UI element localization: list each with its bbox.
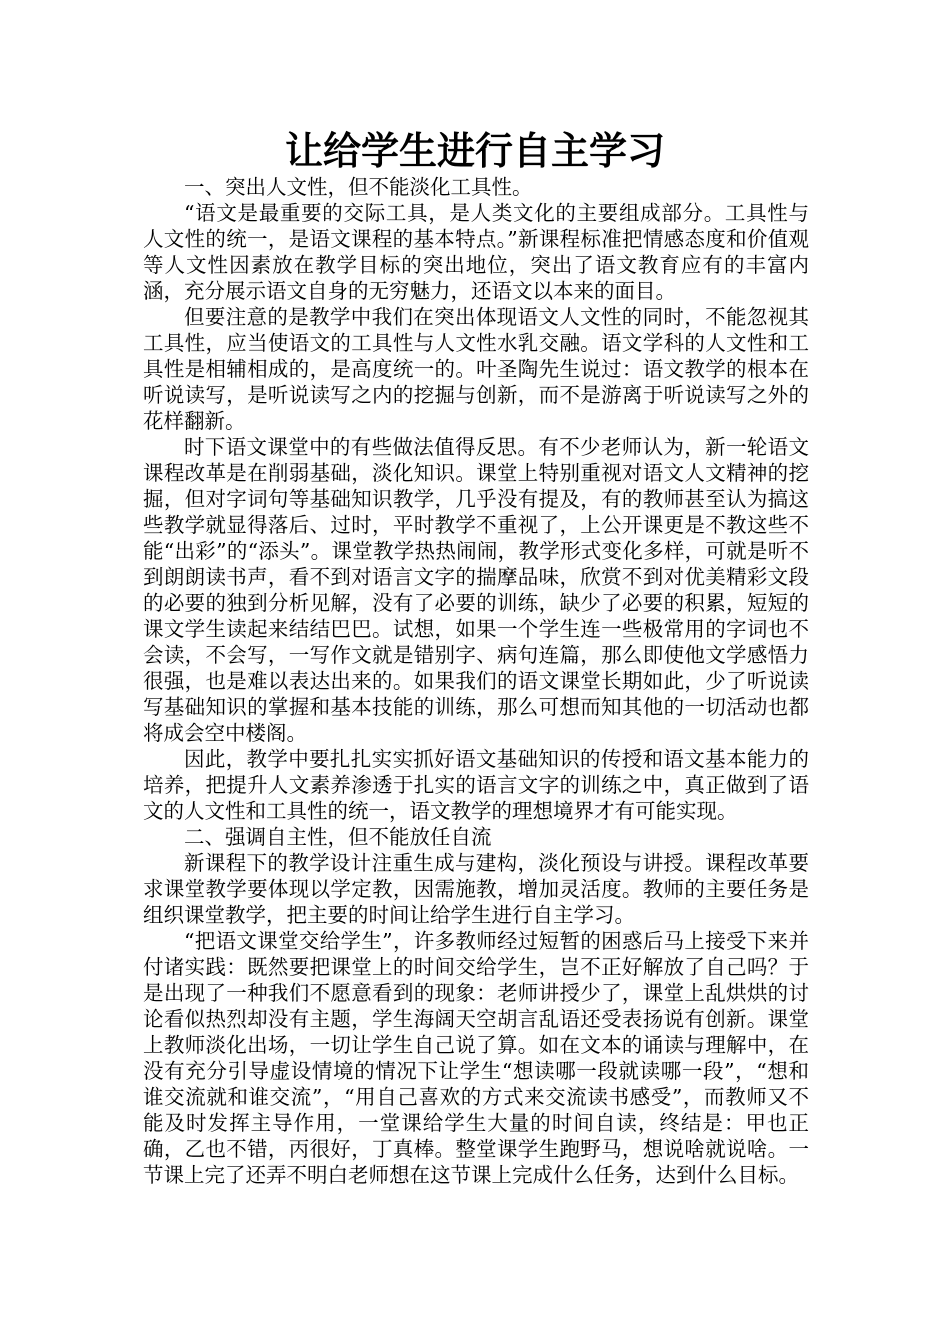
paragraph: 时下语文课堂中的有些做法值得反思。有不少老师认为，新一轮语文课程改革是在削弱基础，淡化知识。课堂上特别重视对语文人文精神的挖掘，但对字词句等基础知识教学，几乎没有提及，有的教师甚至认为搞这些教学就显得落后、过时，平时教学不重视了，上公开课更是不教这些不能“出彩”的“添头”。课堂教学热热闹闹，教学形式变化多样，可就是听不到朗朗读书声，看不到对语言文字的揣摩品味，欣赏不到对优美精彩文段的必要的独到分析见解，没有了必要的训练，缺少了必要的积累，短短的课文学生读起来结结巴巴。试想，如果一个学生连一些极常用的字词也不会读，不会写，一写作文就是错别字、病句连篇，那么即使他文学感悟力很强，也是难以表达出来的。如果我们的语文课堂长期如此，少了听说读写基础知识的掌握和基本技能的训练，那么可想而知其他的一切活动也都将成会空中楼阁。 bbox=[143, 435, 809, 745]
paragraph: “把语文课堂交给学生”，许多教师经过短暂的困惑后马上接受下来并付诸实践：既然要把课堂上的时间交给学生，岂不正好解放了自己吗？于是出现了一种我们不愿意看到的现象：老师讲授少了，课堂上乱烘烘的讨论看似热烈却没有主题，学生海阔天空胡言乱语还受表扬说有创新。课堂上教师淡化出场，一切让学生自己说了算。如在文本的诵读与理解中，在没有充分引导虚设情境的情况下让学生“想读哪一段就读哪一段”，“想和谁交流就和谁交流”，“用自己喜欢的方式来交流读书感受”，而教师又不能及时发挥主导作用，一堂课给学生大量的时间自读，终结是：甲也正确，乙也不错，丙很好，丁真棒。整堂课学生跑野马，想说啥就说啥。一节课上完了还弄不明白老师想在这节课上完成什么任务，达到什么目标。 bbox=[143, 929, 809, 1187]
paragraph: 新课程下的教学设计注重生成与建构，淡化预设与讲授。课程改革要求课堂教学要体现以学定教，因需施教，增加灵活度。教师的主要任务是组织课堂教学，把主要的时间让给学生进行自主学习。 bbox=[143, 851, 809, 927]
paragraph: 但要注意的是教学中我们在突出体现语文人文性的同时，不能忽视其工具性，应当使语文的工具性与人文性水乳交融。语文学科的人文性和工具性是相辅相成的，是高度统一的。叶圣陶先生说过：语文教学的根本在听说读写，是听说读写之内的挖掘与创新，而不是游离于听说读写之外的花样翻新。 bbox=[143, 305, 809, 433]
document-title: 让给学生进行自主学习 bbox=[284, 128, 665, 173]
document-body bbox=[143, 174, 809, 1188]
paragraph: “语文是最重要的交际工具，是人类文化的主要组成部分。工具性与人文性的统一，是语文课程的基本特点。”新课程标准把情感态度和价值观等人文性因素放在教学目标的突出地位，突出了语文教育应有的丰富内涵，充分展示语文自身的无穷魅力，还语文以本来的面目。 bbox=[143, 201, 809, 303]
paragraph: 因此，教学中要扎扎实实抓好语文基础知识的传授和语文基本能力的培养，把提升人文素养渗透于扎实的语言文字的训练之中，真正做到了语文的人文性和工具性的统一，语文教学的理想境界才有可能实现。 bbox=[143, 747, 809, 823]
section-heading-2: 二、强调自主性，但不能放任自流 bbox=[184, 825, 492, 849]
section-heading-1: 一、突出人文性，但不能淡化工具性。 bbox=[184, 175, 533, 199]
